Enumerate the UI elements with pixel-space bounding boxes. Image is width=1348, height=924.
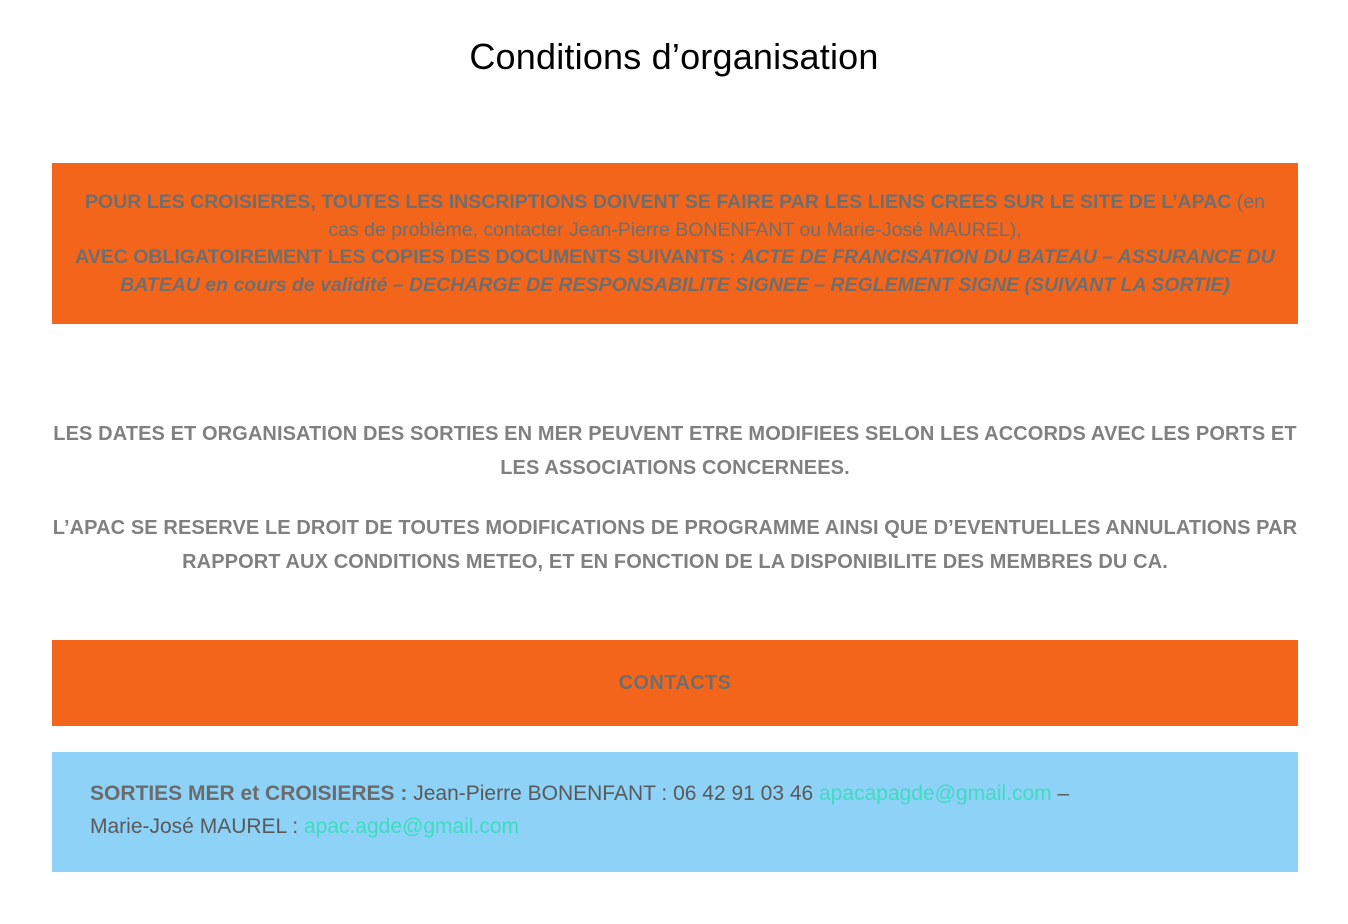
paragraph-dates: LES DATES ET ORGANISATION DES SORTIES EN MER PEUVENT ETRE MODIFIEES SELON LES ACCORDS AVEC LES PORTS ET LES ASSOCIATIONS CONCERNEES.	[53, 423, 1297, 479]
contact-person-2-email[interactable]: apac.agde@gmail.com	[303, 814, 520, 838]
contact-person-1-name: Jean-Pierre BONENFANT : 06 42 91 03 46	[407, 782, 820, 805]
notice-line1-bold: POUR LES CROISIERES, TOUTES LES INSCRIPTIONS DOIVENT SE FAIRE PAR LES LIENS CREES SUR LE SITE DE L’APAC	[85, 191, 1237, 213]
notice-doc-list-1: ACTE DE FRANCISATION DU BATEAU – ASSURANCE DU BATEAU	[120, 246, 1275, 297]
contacts-category-label: SORTIES MER et CROISIERES :	[90, 782, 408, 805]
page-title: Conditions d’organisation	[469, 36, 879, 77]
contact-person-2-name: Marie-José MAUREL :	[90, 814, 304, 838]
notice-doc-list-2: – DECHARGE DE RESPONSABILITE SIGNEE – REGLEMENT SIGNE (SUIVANT LA SORTIE)	[387, 274, 1230, 297]
paragraph-reserve: L’APAC SE RESERVE LE DROIT DE TOUTES MODIFICATIONS DE PROGRAMME AINSI QUE D’EVENTUELLES ANNULATIONS PAR RAPPORT AUX CONDITIONS METEO, ET EN FONCTION DE LA DISPONIBILITE DES MEMBRES DU CA.	[52, 517, 1298, 573]
notice-line1-normal: (en cas de problème, contacter Jean-Pierre BONENFANT ou Marie-José MAUREL),	[328, 191, 1265, 241]
orange-notice-block	[52, 163, 1298, 324]
contacts-details-block	[52, 752, 1298, 872]
contacts-header-bar	[52, 640, 1298, 726]
contacts-header-label: CONTACTS	[618, 671, 732, 694]
notice-doc-validity: en cours de validité	[205, 274, 388, 297]
notice-line2-bold: AVEC OBLIGATOIREMENT LES COPIES DES DOCUMENTS SUIVANTS :	[75, 246, 742, 269]
contacts-separator: –	[1051, 782, 1070, 805]
contact-person-1-email[interactable]: apacapagde@gmail.com	[819, 782, 1052, 805]
